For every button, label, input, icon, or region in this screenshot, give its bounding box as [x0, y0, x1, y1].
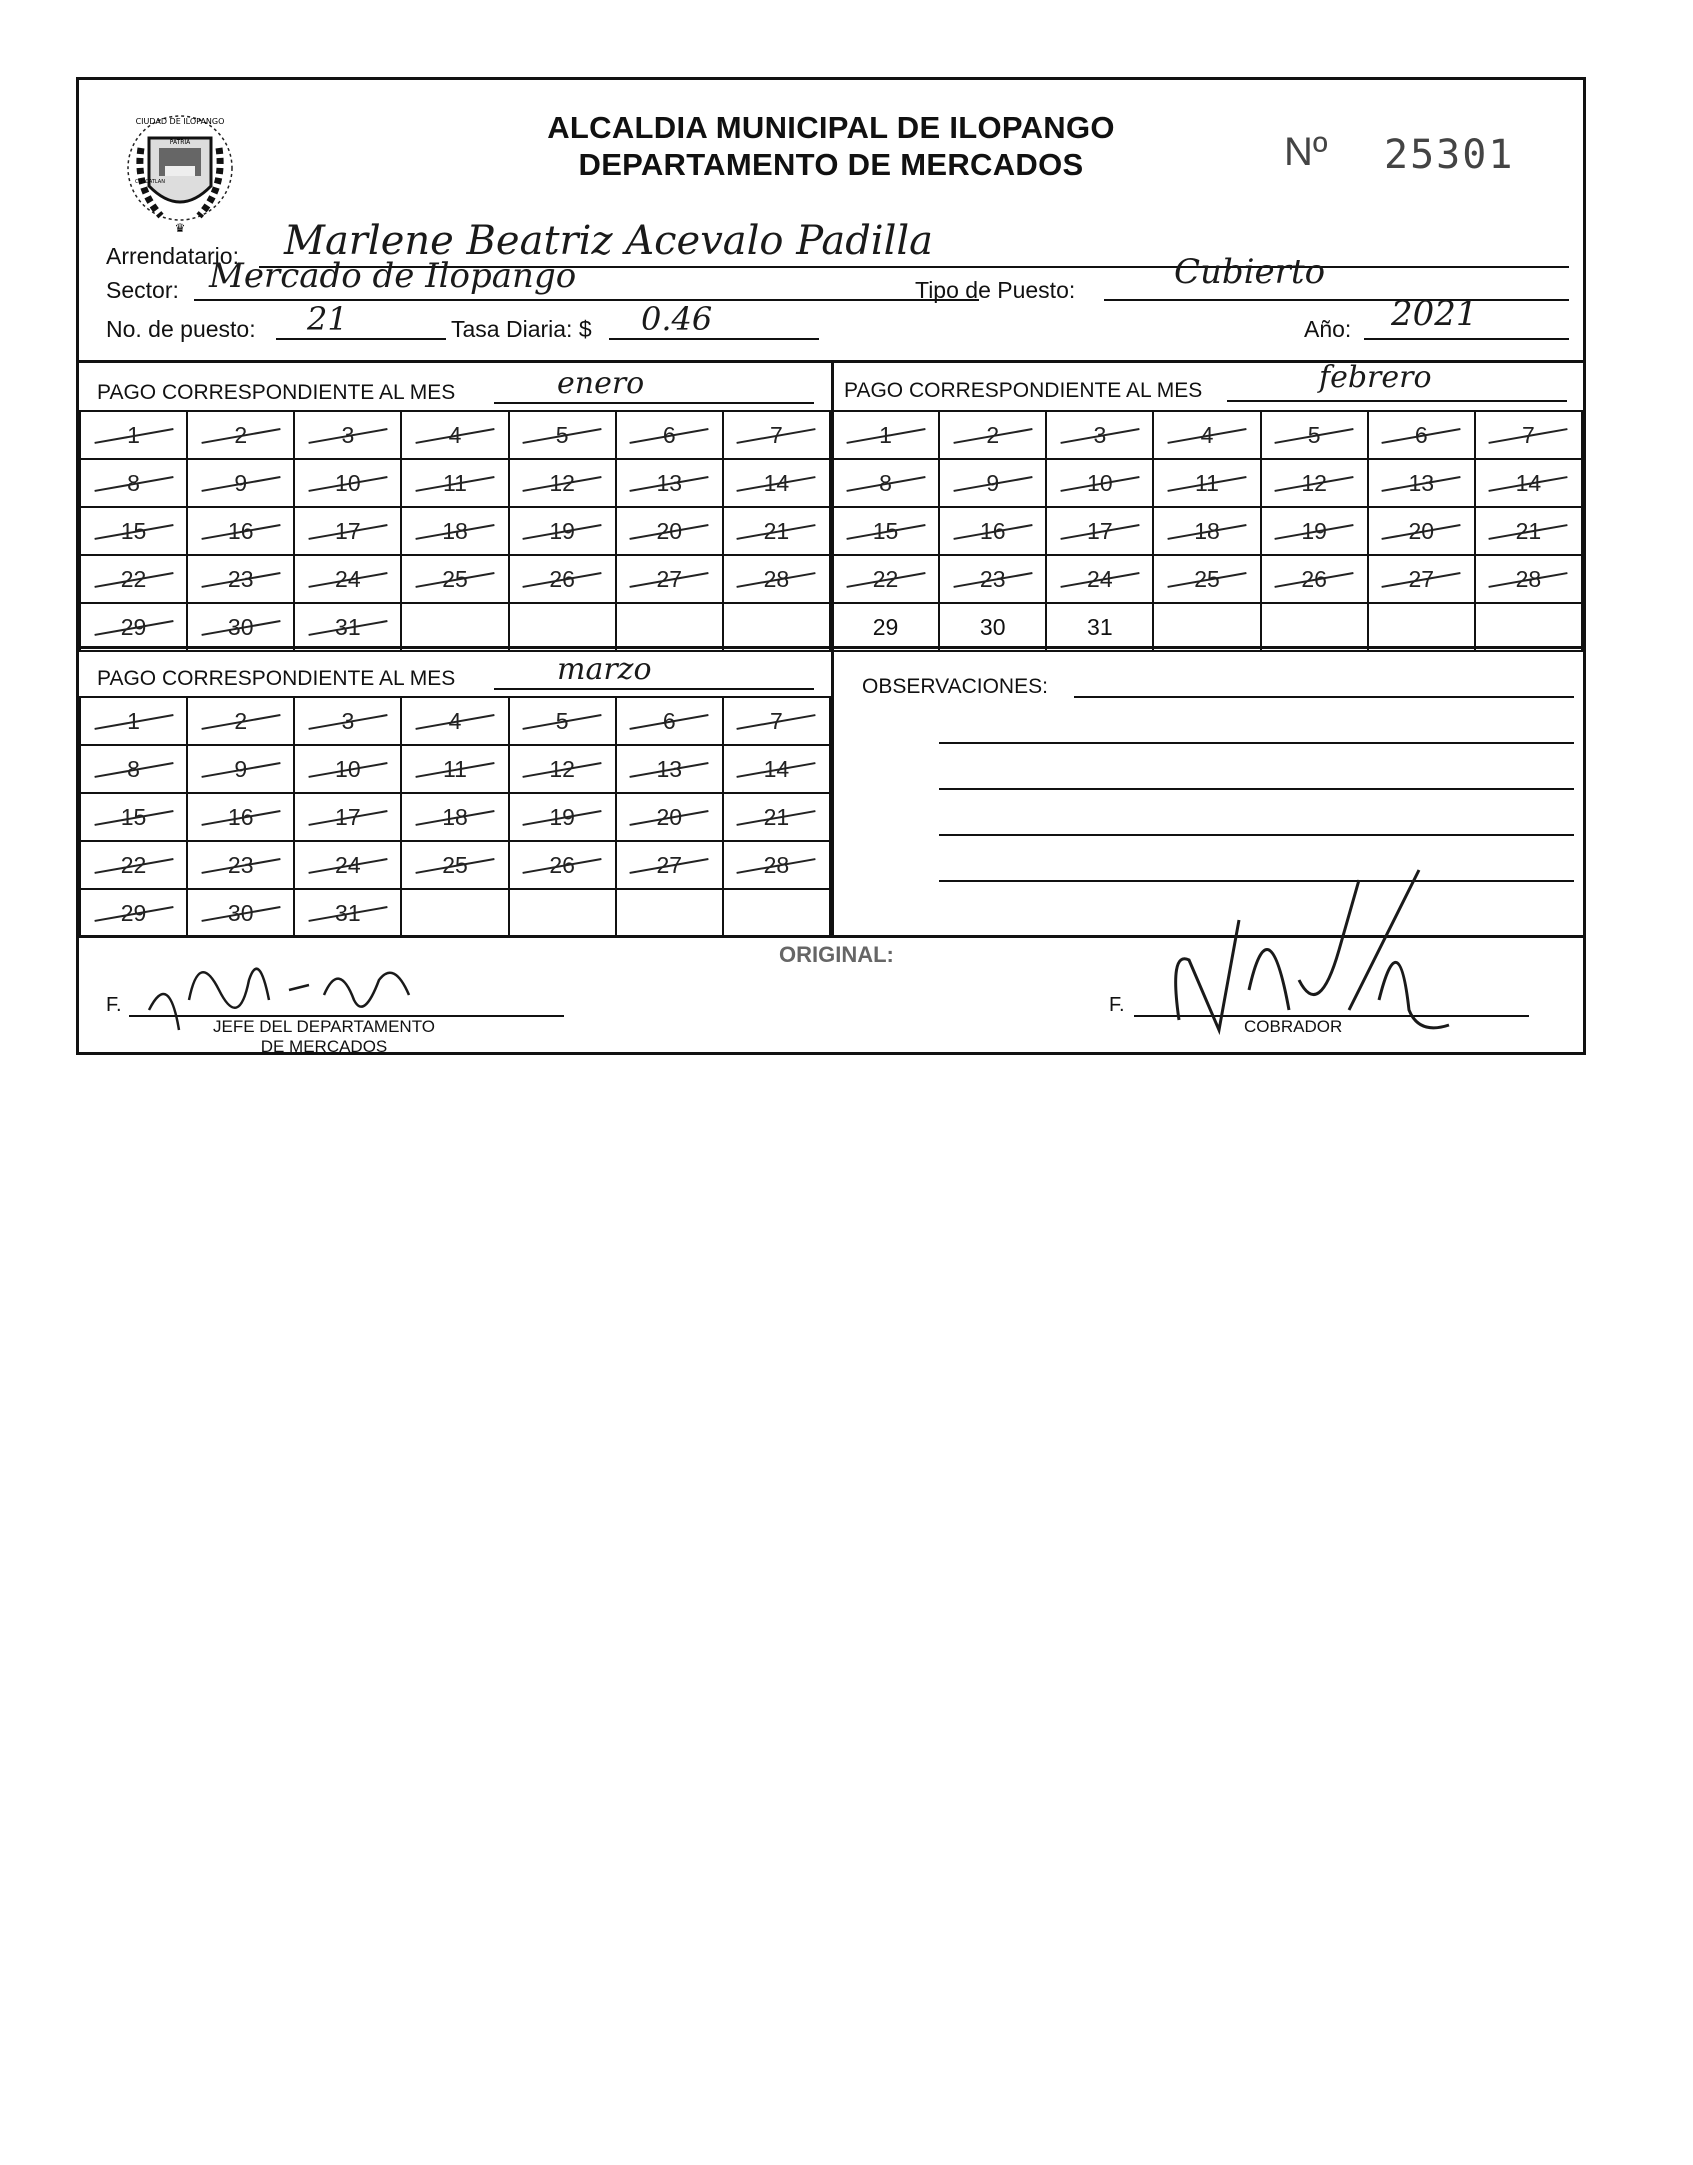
month1-label: PAGO CORRESPONDIENTE AL MES [97, 381, 456, 404]
day-cell[interactable]: 22 [832, 555, 939, 603]
month2-row [832, 555, 1582, 603]
month3-row [80, 745, 830, 793]
payment-card [76, 77, 1586, 1055]
empty-cell [509, 603, 616, 651]
anio-line [1364, 338, 1569, 340]
day-cell[interactable]: 2 [187, 697, 294, 745]
day-cell[interactable]: 20 [616, 507, 723, 555]
day-cell[interactable]: 24 [294, 555, 401, 603]
day-cell[interactable]: 9 [187, 459, 294, 507]
day-cell[interactable]: 21 [1475, 507, 1582, 555]
empty-cell [1368, 603, 1475, 651]
day-cell[interactable]: 28 [1475, 555, 1582, 603]
day-cell[interactable]: 28 [723, 841, 830, 889]
empty-cell [1261, 603, 1368, 651]
day-cell[interactable]: 6 [1368, 411, 1475, 459]
day-cell[interactable]: 10 [294, 459, 401, 507]
puesto-line [276, 338, 446, 340]
original-label: ORIGINAL: [779, 942, 894, 967]
day-cell[interactable]: 17 [294, 507, 401, 555]
jefe-signature-prefix: F. [106, 994, 122, 1016]
arrendatario-value[interactable]: Marlene Beatriz Acevalo Padilla [284, 218, 934, 264]
month3-row [80, 793, 830, 841]
month3-row [80, 889, 830, 937]
puesto-value[interactable]: 21 [307, 300, 348, 338]
day-cell[interactable]: 16 [939, 507, 1046, 555]
day-cell[interactable]: 15 [80, 507, 187, 555]
day-cell[interactable]: 15 [832, 507, 939, 555]
empty-cell [723, 603, 830, 651]
day-cell[interactable]: 11 [1153, 459, 1260, 507]
day-cell[interactable]: 10 [1046, 459, 1153, 507]
empty-cell [509, 889, 616, 937]
jefe-title-line2: DE MERCADOS [260, 1037, 388, 1056]
day-cell[interactable]: 9 [187, 745, 294, 793]
day-cell[interactable]: 17 [1046, 507, 1153, 555]
svg-text:♛: ♛ [174, 221, 186, 235]
day-cell[interactable]: 16 [187, 793, 294, 841]
day-cell[interactable]: 4 [401, 411, 508, 459]
day-cell[interactable]: 13 [616, 745, 723, 793]
day-cell[interactable]: 25 [401, 841, 508, 889]
cobrador-title: COBRADOR [1244, 1017, 1343, 1036]
day-cell[interactable]: 31 [294, 603, 401, 651]
day-cell[interactable]: 18 [401, 507, 508, 555]
month3-value[interactable]: marzo [557, 652, 652, 687]
month3-row [80, 697, 830, 745]
day-cell[interactable]: 24 [294, 841, 401, 889]
cobrador-signature-prefix: F. [1109, 994, 1125, 1016]
day-cell[interactable]: 23 [939, 555, 1046, 603]
tasa-label: Tasa Diaria: $ [451, 316, 592, 342]
day-cell[interactable]: 2 [187, 411, 294, 459]
sector-label: Sector: [106, 277, 179, 303]
month2-row [832, 603, 1582, 651]
day-cell[interactable]: 25 [1153, 555, 1260, 603]
observaciones-line-4[interactable] [939, 834, 1574, 836]
day-cell[interactable]: 6 [616, 697, 723, 745]
day-cell[interactable]: 21 [723, 793, 830, 841]
month2-row [832, 507, 1582, 555]
day-cell[interactable]: 29 [80, 889, 187, 937]
day-cell[interactable]: 12 [509, 745, 616, 793]
month1-row [80, 459, 830, 507]
day-cell[interactable]: 28 [723, 555, 830, 603]
day-cell[interactable]: 5 [509, 697, 616, 745]
observaciones-line-3[interactable] [939, 788, 1574, 790]
day-cell[interactable]: 7 [723, 411, 830, 459]
day-cell[interactable]: 17 [294, 793, 401, 841]
tipo-puesto-label: Tipo de Puesto: [915, 277, 1076, 303]
day-cell[interactable]: 27 [616, 841, 723, 889]
day-cell[interactable]: 6 [616, 411, 723, 459]
empty-cell [1153, 603, 1260, 651]
empty-cell [616, 603, 723, 651]
day-cell[interactable]: 30 [187, 889, 294, 937]
anio-value[interactable]: 2021 [1391, 294, 1478, 334]
day-cell[interactable]: 21 [723, 507, 830, 555]
day-cell[interactable]: 13 [1368, 459, 1475, 507]
day-cell[interactable]: 11 [401, 459, 508, 507]
day-cell[interactable]: 8 [80, 745, 187, 793]
day-cell[interactable]: 9 [939, 459, 1046, 507]
day-cell[interactable]: 23 [187, 841, 294, 889]
day-cell[interactable]: 1 [80, 411, 187, 459]
day-cell[interactable]: 23 [187, 555, 294, 603]
empty-cell [401, 603, 508, 651]
month1-row [80, 555, 830, 603]
day-cell[interactable]: 10 [294, 745, 401, 793]
day-cell[interactable]: 7 [1475, 411, 1582, 459]
empty-cell [723, 889, 830, 937]
month3-grid [79, 696, 831, 938]
month3-line [494, 688, 814, 690]
day-cell[interactable]: 26 [509, 555, 616, 603]
month1-row [80, 411, 830, 459]
day-cell[interactable]: 29 [80, 603, 187, 651]
day-cell[interactable]: 14 [723, 459, 830, 507]
svg-text:CUSCATLAN: CUSCATLAN [135, 179, 165, 185]
empty-cell [616, 889, 723, 937]
day-cell[interactable]: 14 [723, 745, 830, 793]
anio-label: Año: [1304, 316, 1352, 342]
day-cell[interactable]: 5 [509, 411, 616, 459]
day-cell[interactable]: 15 [80, 793, 187, 841]
month2-value[interactable]: febrero [1319, 360, 1432, 395]
day-cell[interactable]: 29 [832, 603, 939, 651]
day-cell[interactable]: 1 [832, 411, 939, 459]
day-cell[interactable]: 8 [832, 459, 939, 507]
day-cell[interactable]: 22 [80, 841, 187, 889]
month1-row [80, 603, 830, 651]
day-cell[interactable]: 27 [616, 555, 723, 603]
day-cell[interactable]: 3 [294, 697, 401, 745]
observaciones-line-2[interactable] [939, 742, 1574, 744]
day-cell[interactable]: 30 [939, 603, 1046, 651]
serial-number: 25301 [1384, 132, 1515, 178]
month1-line [494, 402, 814, 404]
day-cell[interactable]: 18 [1153, 507, 1260, 555]
day-cell[interactable]: 19 [509, 793, 616, 841]
day-cell[interactable]: 7 [723, 697, 830, 745]
month1-grid [79, 410, 831, 652]
month3-row [80, 841, 830, 889]
day-cell[interactable]: 26 [1261, 555, 1368, 603]
day-cell[interactable]: 20 [616, 793, 723, 841]
day-cell[interactable]: 12 [509, 459, 616, 507]
month1-value[interactable]: enero [557, 366, 645, 401]
day-cell[interactable]: 18 [401, 793, 508, 841]
day-cell[interactable]: 27 [1368, 555, 1475, 603]
day-cell[interactable]: 4 [1153, 411, 1260, 459]
tipo-puesto-line [1104, 299, 1569, 301]
empty-cell [1475, 603, 1582, 651]
title-municipality: ALCALDIA MUNICIPAL DE ILOPANGO [547, 110, 1115, 145]
day-cell[interactable]: 3 [294, 411, 401, 459]
day-cell[interactable]: 25 [401, 555, 508, 603]
observaciones-line-1[interactable] [1074, 696, 1574, 698]
svg-text:CIUDAD DE ILOPANGO: CIUDAD DE ILOPANGO [135, 117, 225, 126]
observaciones-label: OBSERVACIONES: [862, 675, 1048, 698]
day-cell[interactable]: 2 [939, 411, 1046, 459]
day-cell[interactable]: 19 [509, 507, 616, 555]
day-cell[interactable]: 19 [1261, 507, 1368, 555]
day-cell[interactable]: 16 [187, 507, 294, 555]
day-cell[interactable]: 3 [1046, 411, 1153, 459]
tasa-value[interactable]: 0.46 [641, 300, 713, 338]
day-cell[interactable]: 22 [80, 555, 187, 603]
empty-cell [401, 889, 508, 937]
jefe-title-line1: JEFE DEL DEPARTAMENTO [213, 1017, 435, 1036]
day-cell[interactable]: 20 [1368, 507, 1475, 555]
month2-grid [831, 410, 1583, 652]
month2-label: PAGO CORRESPONDIENTE AL MES [844, 379, 1203, 402]
day-cell[interactable]: 31 [294, 889, 401, 937]
day-cell[interactable]: 24 [1046, 555, 1153, 603]
number-label: Nº [1284, 130, 1328, 174]
day-cell[interactable]: 26 [509, 841, 616, 889]
svg-text:PATRIA: PATRIA [169, 139, 191, 146]
day-cell[interactable]: 30 [187, 603, 294, 651]
day-cell[interactable]: 14 [1475, 459, 1582, 507]
month1-row [80, 507, 830, 555]
month2-row [832, 411, 1582, 459]
tasa-line [609, 338, 819, 340]
month3-label: PAGO CORRESPONDIENTE AL MES [97, 667, 456, 690]
month2-row [832, 459, 1582, 507]
day-cell[interactable]: 8 [80, 459, 187, 507]
day-cell[interactable]: 13 [616, 459, 723, 507]
tipo-puesto-value[interactable]: Cubierto [1174, 252, 1326, 292]
sector-value[interactable]: Mercado de Ilopango [209, 256, 577, 296]
month2-line [1227, 400, 1567, 402]
day-cell[interactable]: 12 [1261, 459, 1368, 507]
day-cell[interactable]: 5 [1261, 411, 1368, 459]
day-cell[interactable]: 11 [401, 745, 508, 793]
day-cell[interactable]: 1 [80, 697, 187, 745]
title-department: DEPARTAMENTO DE MERCADOS [578, 147, 1084, 182]
puesto-label: No. de puesto: [106, 316, 256, 342]
day-cell[interactable]: 31 [1046, 603, 1153, 651]
arrendatario-label: Arrendatario: [106, 243, 239, 269]
day-cell[interactable]: 4 [401, 697, 508, 745]
